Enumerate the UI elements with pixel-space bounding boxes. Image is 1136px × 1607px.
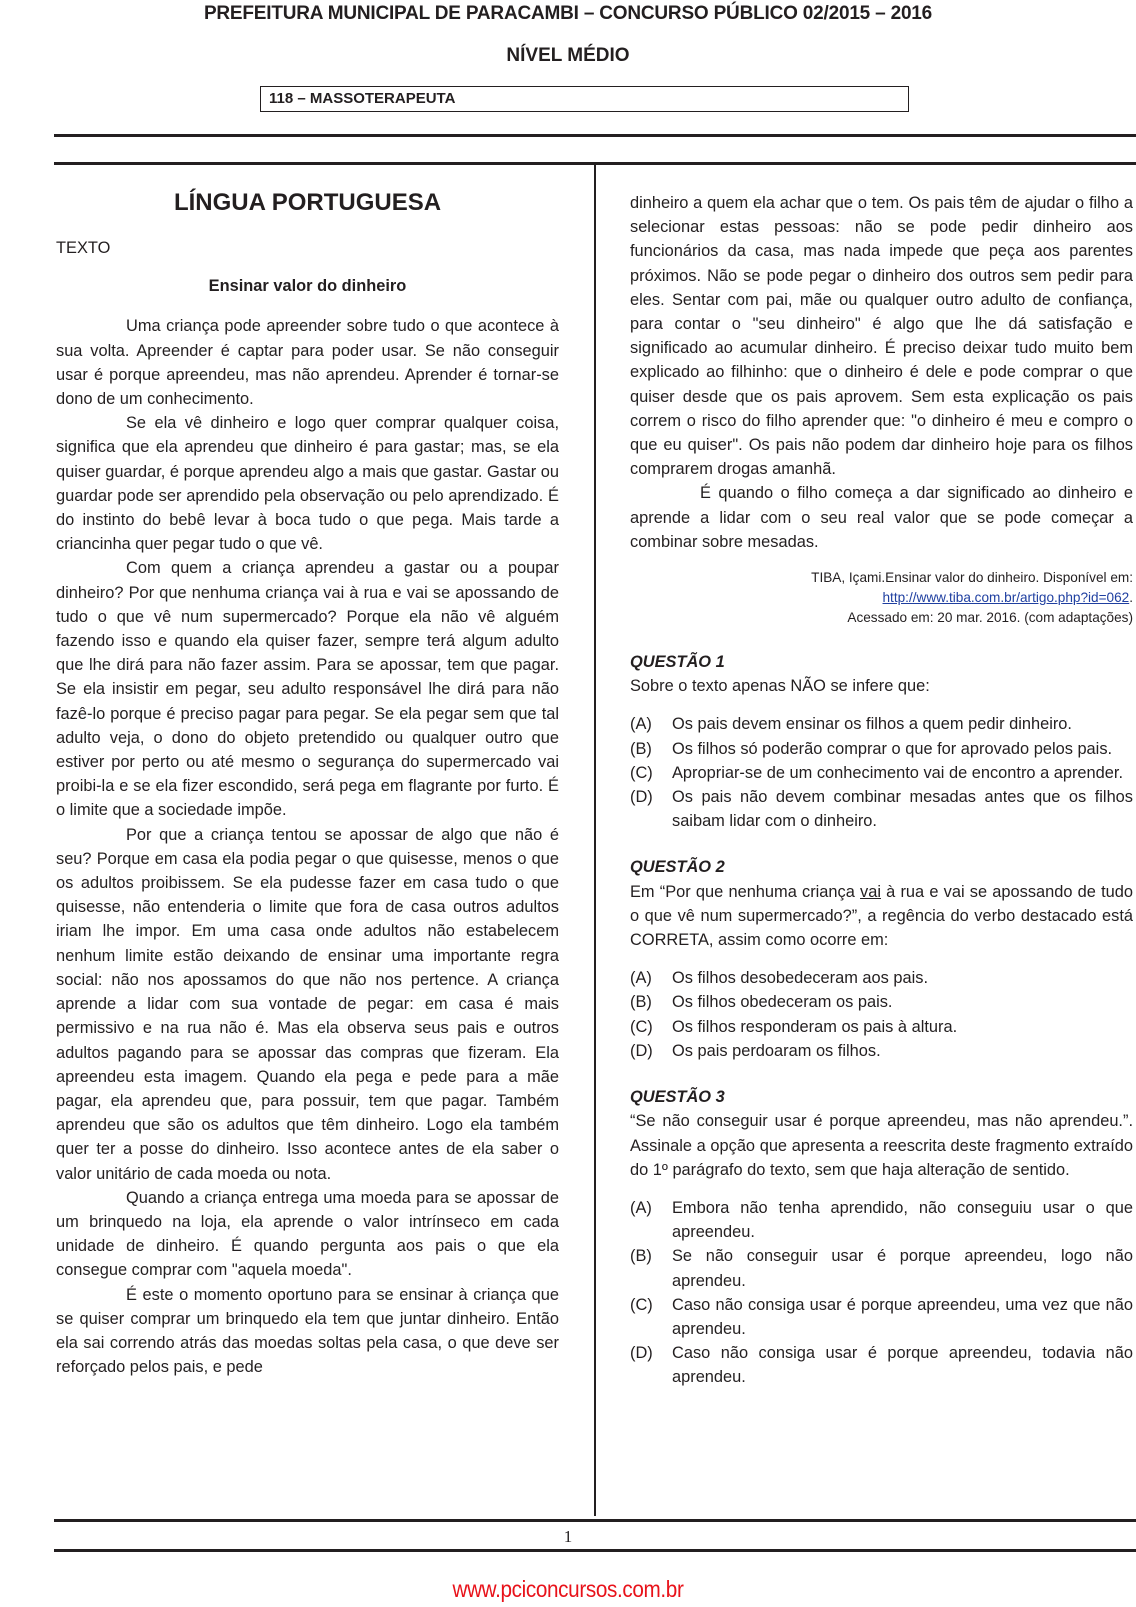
option-text: Embora não tenha aprendido, não conseguiu usar o que apreendeu. [672,1198,1133,1242]
option-letter: (D) [630,1041,653,1060]
option-letter: (C) [630,1017,653,1036]
option-c[interactable] [630,761,1133,785]
option-d[interactable] [630,1341,1133,1389]
exam-header-title: PREFEITURA MUNICIPAL DE PARACAMBI – CONCURSO PÚBLICO 02/2015 – 2016 [203,3,933,24]
option-text: Os pais perdoaram os filhos. [672,1041,881,1060]
exam-level: NÍVEL MÉDIO [506,45,630,66]
underlined-verb: vai [860,882,881,901]
option-letter: (B) [630,1247,652,1266]
option-text: Os pais devem ensinar os filhos a quem pedir dinheiro. [672,715,1072,734]
option-letter: (B) [630,739,652,758]
paragraph: É este o momento oportuno para se ensinar à criança que se quiser comprar um brinquedo ela tem que juntar dinheiro. Então ela sai correndo atrás das moedas soltas pela casa, o que deve ser reforçado pelos pais, e pede [56,1285,559,1377]
option-text: Os filhos só poderão comprar o que for aprovado pelos pais. [672,739,1113,758]
paragraph: É quando o filho começa a dar significado ao dinheiro e aprende a lidar com o seu real valor que se pode começar a combinar sobre mesadas. [630,484,1133,551]
option-text: Apropriar-se de um conhecimento vai de encontro a aprender. [672,763,1124,782]
option-letter: (A) [630,1198,652,1217]
source-link[interactable]: http://www.tiba.com.br/artigo.php?id=062 [882,590,1130,606]
option-b[interactable] [630,990,1133,1014]
option-letter: (C) [630,763,653,782]
option-d[interactable] [630,1039,1133,1063]
option-text: Os pais não devem combinar mesadas antes que os filhos saibam lidar com o dinheiro. [672,788,1133,831]
option-c[interactable] [630,1293,1133,1341]
question-1 [630,650,1133,833]
source-link-line: http://www.tiba.com.br/artigo.php?id=062. [882,590,1133,606]
option-b[interactable] [630,1244,1133,1292]
footer-rule-bottom [54,1549,1136,1552]
option-b[interactable] [630,737,1133,761]
paragraph: Quando a criança entrega uma moeda para se apossar de um brinquedo na loja, ela aprende o valor intrínseco em cada unidade de dinheiro. É quando pergunta aos pais o que ela consegue comprar com "aquela moeda". [56,1188,559,1280]
option-letter: (A) [630,715,652,734]
option-letter: (D) [630,1344,653,1363]
source-citation: TIBA, Içami.Ensinar valor do dinheiro. Disponível em: [811,570,1133,586]
header-rule-top [54,134,1136,137]
option-a[interactable] [630,966,1133,990]
question-stem: “Se não conseguir usar é porque apreendeu, mas não aprendeu.”. Assinale a opção que apresenta a reescrita deste fragmento extraído do 1º parágrafo do texto, sem que haja alteração de sentido. [630,1112,1133,1179]
paragraph: dinheiro a quem ela achar que o tem. Os pais têm de ajudar o filho a selecionar estas pessoas: não se pode pedir dinheiro aos funcionários da casa, mas nada impede que peça aos parentes próximos. Não se pode pegar o dinheiro dos outros sem pedir para eles. Sentar com pai, mãe ou qualquer outro adulto de confiança, para contar o "seu dinheiro" é algo que lhe dá satisfação e significado ao acumular dinheiro. É preciso deixar tudo muito bem explicado ao filhinho: que o dinheiro é dele e pode comprar o que quiser desde que os pais aprovem. Sem esta explicação os pais correm o risco do filho aprender que: "o dinheiro é meu e compro o que eu quiser". Os pais não podem dar dinheiro hoje para os filhos comprarem drogas amanhã. [630,194,1133,479]
option-text: Se não conseguir usar é porque apreendeu, logo não aprendeu. [672,1247,1133,1290]
option-d[interactable] [630,785,1133,833]
left-column [56,188,559,1379]
question-title: QUESTÃO 3 [630,1088,725,1107]
option-letter: (D) [630,788,653,807]
option-a[interactable] [630,712,1133,736]
option-text: Caso não consiga usar é porque apreendeu, uma vez que não aprendeu. [672,1295,1133,1338]
option-text: Os filhos desobedeceram aos pais. [672,969,929,988]
role-box [260,86,909,112]
source-access-date: Acessado em: 20 mar. 2016. (com adaptações) [847,610,1133,626]
question-title: QUESTÃO 1 [630,653,725,672]
column-divider [594,165,596,1516]
paragraph: Com quem a criança aprendeu a gastar ou a poupar dinheiro? Por que nenhuma criança vai à rua e vai se apossando de tudo o que vê num supermercado? Porque ela não vê alguém fazendo isso e quando ela quiser fazer, sempre terá algum adulto que lhe dirá para não fazer assim. Para se apossar, tem que pagar. Se ela insistir em pegar, seu adulto responsável lhe dirá para não fazê-lo porque é preciso pagar para pegar. Se ela pegar sem que tal adulto veja, o dono do objeto pretendido ou qualquer outro que estiver por perto ou até mesmo o segurança do supermercado vai proibi-la e se ela fizer escondido, será pega em flagrante por furto. É o limite que a sociedade impõe. [56,559,559,820]
paragraph: Se ela vê dinheiro e logo quer comprar qualquer coisa, significa que ela aprendeu que dinheiro é para gastar; mas, se ela quiser guardar, é porque aprendeu algo a mais que gastar. Gastar ou guardar pode ser aprendido pela observação ou pelo aprendizado. É do instinto do bebê levar à boca tudo o que pega. Mais tarde a criancinha quer pegar tudo o que vê. [56,414,559,554]
paragraph: Por que a criança tentou se apossar de algo que não é seu? Porque em casa ela podia pegar o que quisesse, menos o que os adultos proibissem. Se ela pudesse fazer em casa tudo o que quisesse, não entenderia o limite que fora de casa outros adultos iriam lhe impor. Em uma casa onde adultos não estabelecem nenhum limite estão deixando de ensinar uma importante regra social: não nos apossamos do que não nos pertence. A criança aprende a lidar com sua vontade de pegar: em casa é mais permissivo e na rua não é. Mas ela observa seus pais e outros adultos pagando para se apossar das compras que fizeram. Ela apreendeu esta imagem. Quando ela pega e pede para a mãe pagar, ela aprendeu que, para possuir, tem que pagar. Também aprendeu que são os adultos que têm dinheiro. Logo ela também quer ter a posse do dinheiro. Isso acontece antes de ela saber o valor unitário de cada moeda ou nota. [56,825,559,1183]
page-number: 1 [563,1527,573,1546]
option-a[interactable] [630,1196,1133,1244]
option-text: Caso não consiga usar é porque apreendeu, todavia não aprendeu. [672,1344,1133,1387]
paragraph: Uma criança pode apreender sobre tudo o que acontece à sua volta. Apreender é captar para poder usar. Se não conseguir usar é porque apreendeu, mas não aprendeu. Aprender é tornar-se dono de um conhecimento. [56,317,559,409]
question-3 [630,1085,1133,1389]
question-stem: Em “Por que nenhuma criança vai à rua e vai se apossando de tudo o que vê num supermercado?”, a regência do verbo destacado está CORRETA, assim como ocorre em: [630,882,1133,950]
role-label: 118 – MASSOTERAPEUTA [269,90,456,107]
footer-website-link[interactable]: www.pciconcursos.com.br [452,1576,684,1602]
question-title: QUESTÃO 2 [630,858,725,877]
option-letter: (C) [630,1295,653,1314]
footer-rule-top [54,1519,1136,1522]
question-stem: Sobre o texto apenas NÃO se infere que: [630,677,930,696]
right-column [630,191,1133,1390]
option-text: Os filhos responderam os pais à altura. [672,1017,958,1036]
text-title: Ensinar valor do dinheiro [208,277,407,296]
option-c[interactable] [630,1015,1133,1039]
text-source [630,568,1133,628]
question-2 [630,855,1133,1063]
texto-label: TEXTO [56,239,111,257]
option-letter: (A) [630,969,652,988]
section-title: LÍNGUA PORTUGUESA [173,189,442,216]
option-text: Os filhos obedeceram os pais. [672,993,893,1012]
option-letter: (B) [630,993,652,1012]
